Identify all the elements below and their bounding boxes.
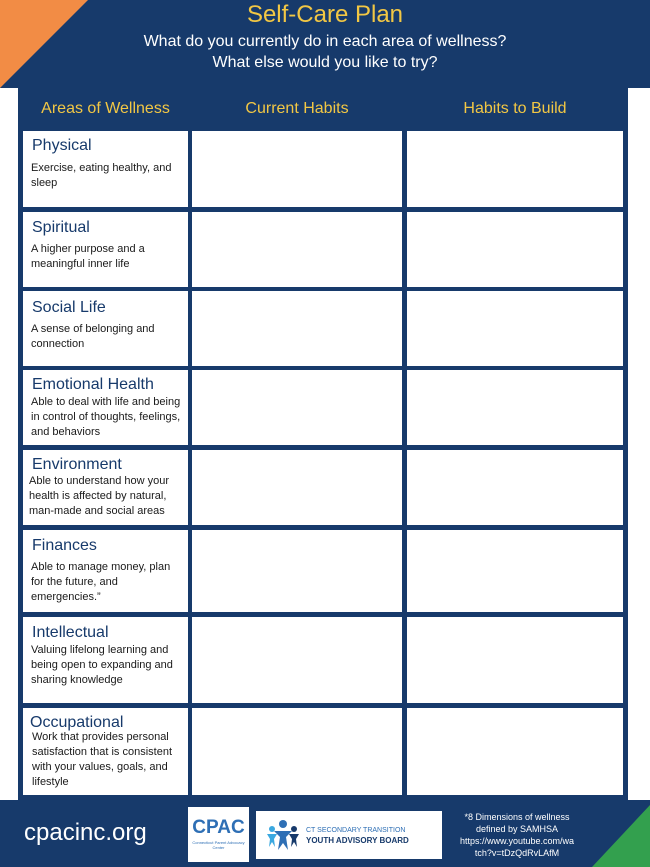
current-habits-cell[interactable] [192,530,402,612]
area-name: Physical [32,137,92,154]
area-description: Exercise, eating healthy, and sleep [31,162,172,189]
current-habits-cell[interactable] [192,370,402,445]
area-description: Able to understand how your health is affected by natural, man-made and social areas [29,475,170,517]
cpac-logo-text: CPAC [192,817,245,838]
note-link-line-1[interactable]: https://www.youtube.com/wa [459,836,575,846]
samhsa-note [446,811,588,859]
area-description: Work that provides personal satisfaction that is consistent with your values, goals, and lifestyle [32,731,173,788]
website-link[interactable]: cpacinc.org [24,819,147,846]
header-banner [0,0,650,88]
column-header-current: Current Habits [245,100,349,117]
area-description: Able to deal with life and being in control of thoughts, feelings, and behaviors [31,396,181,438]
current-habits-cell[interactable] [192,212,402,287]
habits-to-build-cell[interactable] [407,212,623,287]
area-cell [23,370,188,445]
people-icon [266,819,300,851]
area-cell [23,617,188,703]
column-header-areas: Areas of Wellness [41,100,170,117]
habits-to-build-cell[interactable] [407,530,623,612]
area-name: Emotional Health [32,376,154,393]
note-line-1: *8 Dimensions of wellness [464,812,570,822]
area-description: A higher purpose and a meaningful inner life [31,243,145,270]
current-habits-cell[interactable] [192,708,402,795]
area-description: Able to manage money, plan for the future, and emergencies.” [31,561,171,603]
green-corner-decoration [592,805,650,867]
page-subtitle [0,31,650,73]
habits-to-build-cell[interactable] [407,131,623,207]
self-care-table [18,88,628,800]
yab-title: YOUTH ADVISORY BOARD [306,836,409,845]
area-description: A sense of belonging and connection [31,323,155,350]
area-name: Spiritual [32,219,90,236]
current-habits-cell[interactable] [192,131,402,207]
footer [0,800,650,867]
area-cell [23,530,188,612]
note-line-2: defined by SAMHSA [475,824,559,834]
habits-to-build-cell[interactable] [407,617,623,703]
column-header-build: Habits to Build [463,100,567,117]
habits-to-build-cell[interactable] [407,370,623,445]
area-cell [23,450,188,525]
subtitle-line-2: What else would you like to try? [212,54,438,71]
area-name: Environment [32,456,122,473]
current-habits-cell[interactable] [192,450,402,525]
area-name: Intellectual [32,624,109,641]
yab-subtitle: CT SECONDARY TRANSITION [306,827,406,834]
area-cell [23,131,188,207]
cpac-tagline: Connecticut Parent Advocacy Center [192,840,245,850]
area-name: Finances [32,537,97,554]
cpac-logo [188,807,249,862]
page-title: Self-Care Plan [246,1,404,28]
habits-to-build-cell[interactable] [407,708,623,795]
area-description: Valuing lifelong learning and being open to expanding and sharing knowledge [31,644,173,686]
area-cell [23,291,188,366]
area-cell [23,212,188,287]
area-name: Social Life [32,299,106,316]
note-link-line-2[interactable]: tch?v=tDzQdRvLAfM [474,848,560,858]
subtitle-line-1: What do you currently do in each area of wellness? [143,33,507,50]
habits-to-build-cell[interactable] [407,291,623,366]
current-habits-cell[interactable] [192,291,402,366]
current-habits-cell[interactable] [192,617,402,703]
area-name: Occupational [30,714,124,731]
habits-to-build-cell[interactable] [407,450,623,525]
area-cell [23,708,188,795]
youth-advisory-board-logo [256,811,442,859]
